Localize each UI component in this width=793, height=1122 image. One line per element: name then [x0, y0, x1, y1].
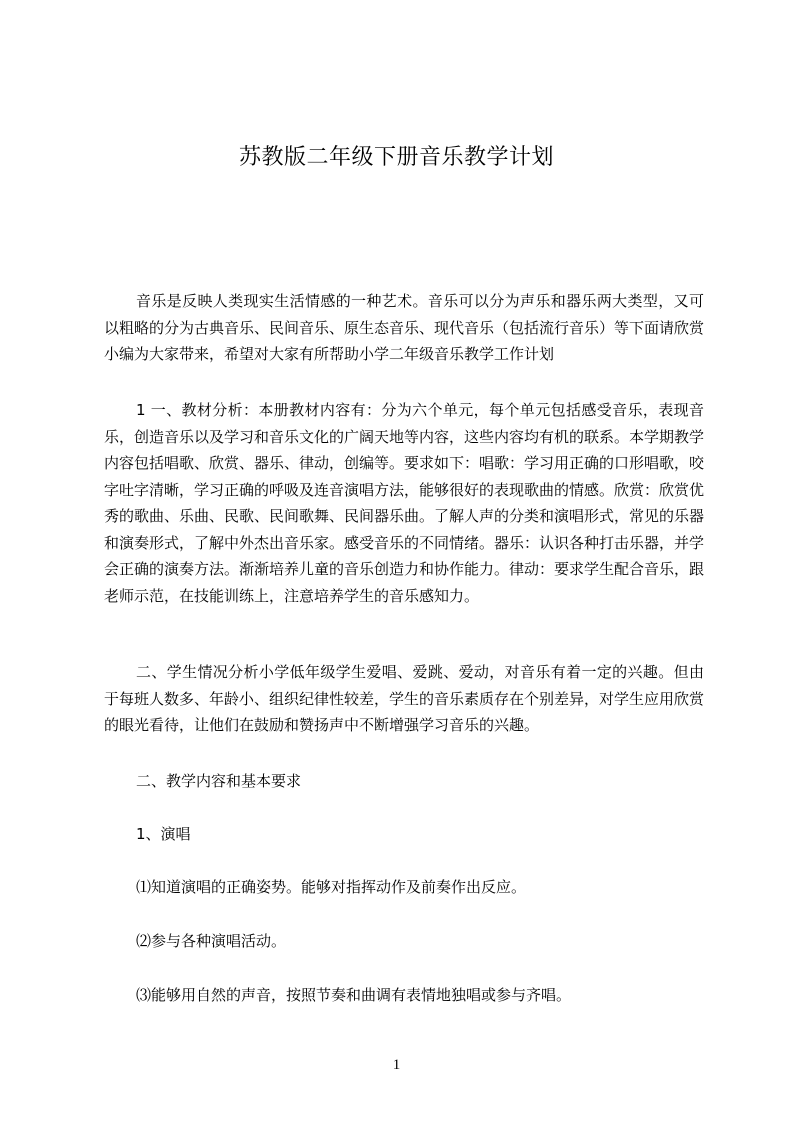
- intro-paragraph: 音乐是反映人类现实生活情感的一种艺术。音乐可以分为声乐和器乐两大类型，又可以粗略的分为古典音乐、民间音乐、原生态音乐、现代音乐（包括流行音乐）等下面请欣赏小编为大家带来，希望对大家有所帮助小学二年级音乐教学工作计划: [104, 292, 705, 363]
- section-1-paragraph: 1 一、教材分析：本册教材内容有：分为六个单元，每个单元包括感受音乐，表现音乐，创造音乐以及学习和音乐文化的广阔天地等内容，这些内容均有机的联系。本学期教学内容包括唱歌、欣赏、器乐、律动，创编等。要求如下：唱歌：学习用正确的口形唱歌，咬字吐字清晰，学习正确的呼吸及连音演唱方法，能够很好的表现歌曲的情感。欣赏：欣赏优秀的歌曲、乐曲、民歌、民间歌舞、民间器乐曲。了解人声的分类和演唱形式，常见的乐器和演奏形式，了解中外杰出音乐家。感受音乐的不同情绪。器乐：认识各种打击乐器，并学会正确的演奏方法。渐渐培养儿童的音乐创造力和协作能力。律动：要求学生配合音乐，跟老师示范，在技能训练上，注意培养学生的音乐感知力。: [104, 401, 705, 605]
- list-item: ⑵参与各种演唱活动。: [136, 932, 287, 950]
- document-title: 苏教版二年级下册音乐教学计划: [238, 145, 554, 170]
- page-number: 1: [392, 1057, 401, 1073]
- list-item: ⑴知道演唱的正确姿势。能够对指挥动作及前奏作出反应。: [136, 878, 527, 896]
- list-item: ⑶能够用自然的声音，按照节奏和曲调有表情地独唱或参与齐唱。: [136, 986, 572, 1004]
- subheading-singing: 1、演唱: [136, 825, 191, 843]
- section-3-heading: 二、教学内容和基本要求: [136, 772, 302, 790]
- section-2-paragraph: 二、学生情况分析小学低年级学生爱唱、爱跳、爱动，对音乐有着一定的兴趣。但由于每班人数多、年龄小、组织纪律性较差，学生的音乐素质存在个别差异，对学生应用欣赏的眼光看待，让他们在鼓励和赞扬声中不断增强学习音乐的兴趣。: [104, 663, 705, 734]
